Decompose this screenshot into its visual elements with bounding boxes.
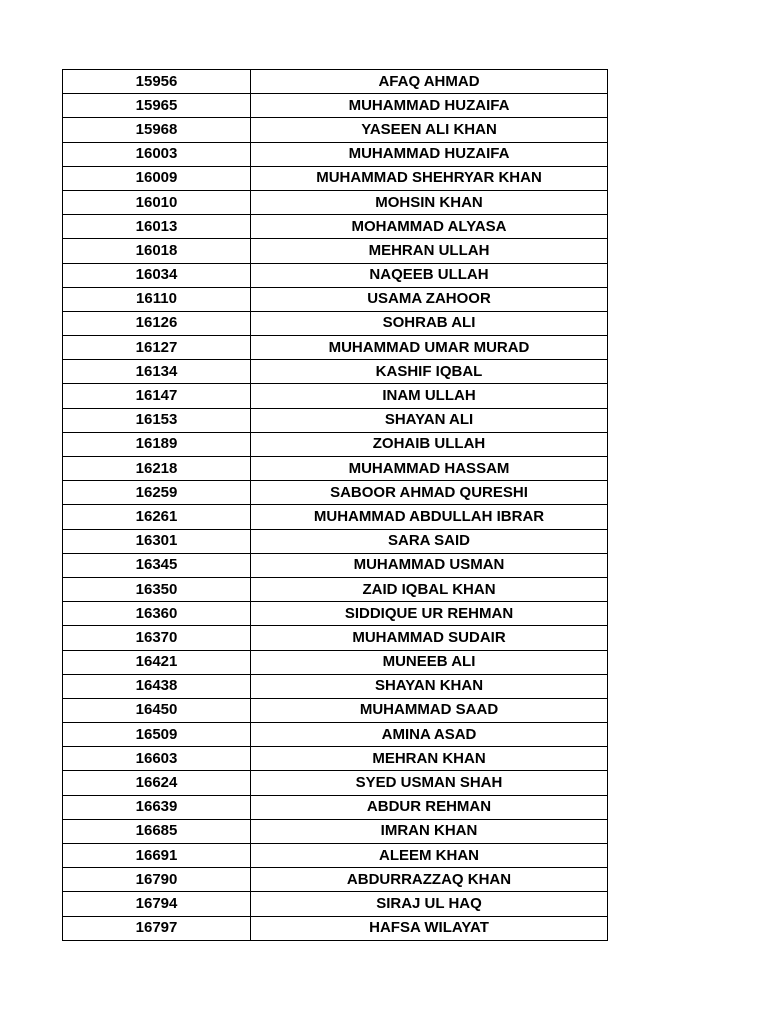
table-row: [63, 481, 608, 505]
student-name-cell: SIDDIQUE UR REHMAN: [251, 602, 608, 626]
table-row: [63, 602, 608, 626]
table-row: [63, 844, 608, 868]
roster-table-body: [63, 70, 608, 941]
student-id-cell: 16034: [63, 263, 251, 287]
table-row: [63, 360, 608, 384]
table-row: [63, 626, 608, 650]
table-row: [63, 747, 608, 771]
student-name-cell: MUNEEB ALI: [251, 650, 608, 674]
student-name-cell: SIRAJ UL HAQ: [251, 892, 608, 916]
student-id-cell: 15968: [63, 118, 251, 142]
student-id-cell: 16126: [63, 311, 251, 335]
student-name-cell: ZAID IQBAL KHAN: [251, 577, 608, 601]
student-name-cell: MUHAMMAD ABDULLAH IBRAR: [251, 505, 608, 529]
student-name-cell: MEHRAN KHAN: [251, 747, 608, 771]
student-id-cell: 15965: [63, 94, 251, 118]
student-name-cell: AFAQ AHMAD: [251, 70, 608, 94]
student-name-cell: INAM ULLAH: [251, 384, 608, 408]
student-id-cell: 16009: [63, 166, 251, 190]
student-name-cell: AMINA ASAD: [251, 723, 608, 747]
table-row: [63, 384, 608, 408]
student-id-cell: 16350: [63, 577, 251, 601]
student-name-cell: SHAYAN ALI: [251, 408, 608, 432]
table-row: [63, 239, 608, 263]
student-name-cell: ABDUR REHMAN: [251, 795, 608, 819]
table-row: [63, 70, 608, 94]
table-row: [63, 723, 608, 747]
table-row: [63, 577, 608, 601]
student-id-cell: 16147: [63, 384, 251, 408]
student-id-cell: 16450: [63, 698, 251, 722]
student-id-cell: 16134: [63, 360, 251, 384]
student-name-cell: ZOHAIB ULLAH: [251, 432, 608, 456]
student-id-cell: 16794: [63, 892, 251, 916]
student-name-cell: MOHSIN KHAN: [251, 190, 608, 214]
table-row: [63, 190, 608, 214]
student-name-cell: MUHAMMAD SHEHRYAR KHAN: [251, 166, 608, 190]
student-id-cell: 16790: [63, 868, 251, 892]
student-name-cell: MUHAMMAD SAAD: [251, 698, 608, 722]
student-name-cell: MUHAMMAD HUZAIFA: [251, 142, 608, 166]
student-id-cell: 16127: [63, 336, 251, 360]
student-id-cell: 15956: [63, 70, 251, 94]
table-row: [63, 432, 608, 456]
table-row: [63, 287, 608, 311]
table-row: [63, 457, 608, 481]
student-name-cell: SHAYAN KHAN: [251, 674, 608, 698]
student-id-cell: 16218: [63, 457, 251, 481]
table-row: [63, 819, 608, 843]
student-name-cell: ALEEM KHAN: [251, 844, 608, 868]
student-name-cell: MUHAMMAD HASSAM: [251, 457, 608, 481]
student-name-cell: SABOOR AHMAD QURESHI: [251, 481, 608, 505]
table-row: [63, 94, 608, 118]
table-row: [63, 892, 608, 916]
student-id-cell: 16345: [63, 553, 251, 577]
table-row: [63, 336, 608, 360]
student-id-cell: 16685: [63, 819, 251, 843]
table-row: [63, 650, 608, 674]
student-name-cell: ABDURRAZZAQ KHAN: [251, 868, 608, 892]
student-name-cell: MUHAMMAD UMAR MURAD: [251, 336, 608, 360]
student-id-cell: 16110: [63, 287, 251, 311]
student-id-cell: 16153: [63, 408, 251, 432]
table-row: [63, 529, 608, 553]
table-row: [63, 868, 608, 892]
roster-table: [62, 69, 608, 941]
table-row: [63, 142, 608, 166]
student-id-cell: 16189: [63, 432, 251, 456]
table-row: [63, 408, 608, 432]
table-row: [63, 505, 608, 529]
student-name-cell: KASHIF IQBAL: [251, 360, 608, 384]
roster-sheet: [62, 69, 607, 941]
student-name-cell: YASEEN ALI KHAN: [251, 118, 608, 142]
student-name-cell: NAQEEB ULLAH: [251, 263, 608, 287]
table-row: [63, 215, 608, 239]
student-id-cell: 16624: [63, 771, 251, 795]
student-name-cell: MUHAMMAD HUZAIFA: [251, 94, 608, 118]
table-row: [63, 698, 608, 722]
student-id-cell: 16603: [63, 747, 251, 771]
table-row: [63, 263, 608, 287]
student-id-cell: 16639: [63, 795, 251, 819]
table-row: [63, 118, 608, 142]
student-id-cell: 16018: [63, 239, 251, 263]
student-id-cell: 16421: [63, 650, 251, 674]
student-id-cell: 16797: [63, 916, 251, 940]
student-id-cell: 16360: [63, 602, 251, 626]
student-id-cell: 16438: [63, 674, 251, 698]
table-row: [63, 771, 608, 795]
student-name-cell: SYED USMAN SHAH: [251, 771, 608, 795]
student-name-cell: MUHAMMAD SUDAIR: [251, 626, 608, 650]
student-id-cell: 16301: [63, 529, 251, 553]
student-name-cell: IMRAN KHAN: [251, 819, 608, 843]
table-row: [63, 916, 608, 940]
table-row: [63, 311, 608, 335]
student-name-cell: SOHRAB ALI: [251, 311, 608, 335]
table-row: [63, 553, 608, 577]
student-id-cell: 16691: [63, 844, 251, 868]
student-name-cell: SARA SAID: [251, 529, 608, 553]
table-row: [63, 795, 608, 819]
student-id-cell: 16003: [63, 142, 251, 166]
student-name-cell: MOHAMMAD ALYASA: [251, 215, 608, 239]
student-id-cell: 16370: [63, 626, 251, 650]
table-row: [63, 674, 608, 698]
student-id-cell: 16010: [63, 190, 251, 214]
student-name-cell: HAFSA WILAYAT: [251, 916, 608, 940]
student-name-cell: MUHAMMAD USMAN: [251, 553, 608, 577]
table-row: [63, 166, 608, 190]
student-id-cell: 16013: [63, 215, 251, 239]
student-id-cell: 16509: [63, 723, 251, 747]
student-name-cell: MEHRAN ULLAH: [251, 239, 608, 263]
student-id-cell: 16261: [63, 505, 251, 529]
student-name-cell: USAMA ZAHOOR: [251, 287, 608, 311]
student-id-cell: 16259: [63, 481, 251, 505]
